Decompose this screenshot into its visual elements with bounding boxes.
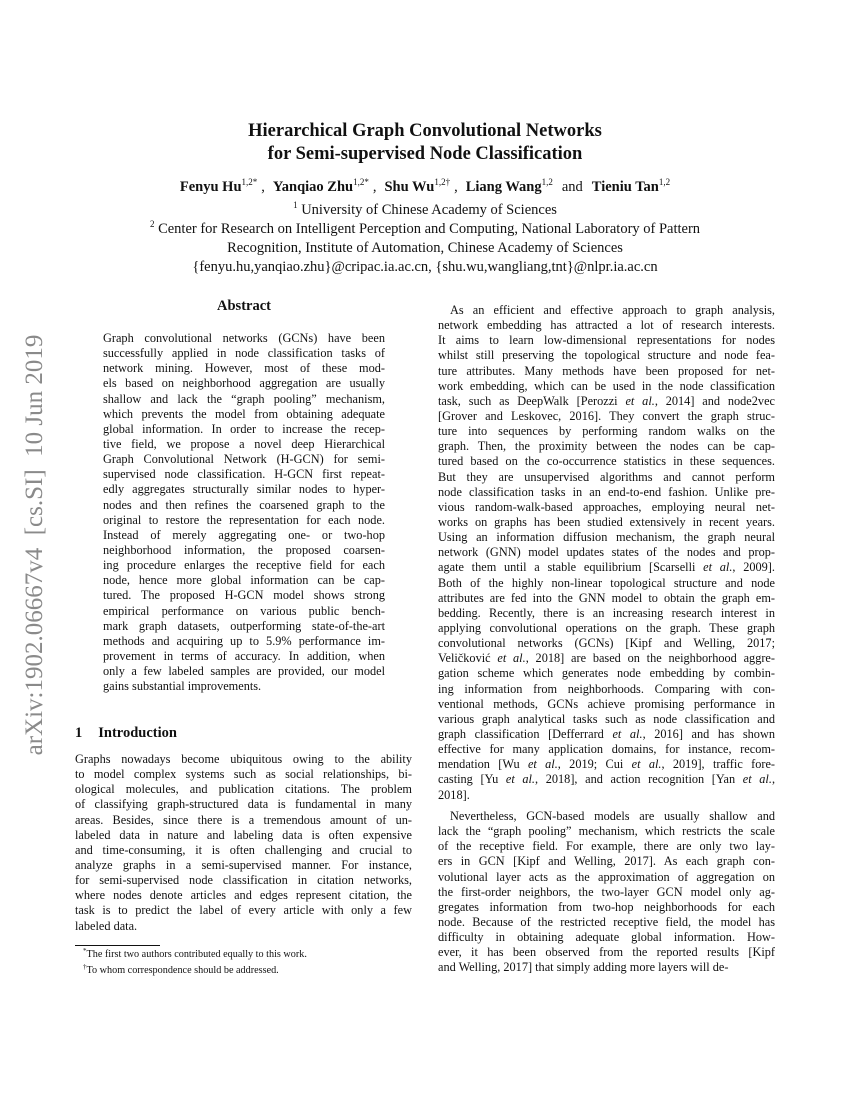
- text-line: global information. In order to increase the recep-: [103, 421, 385, 436]
- footnote-mark: *: [83, 947, 87, 955]
- text-line: ological molecules, and publication citations. The problem: [75, 782, 412, 797]
- text-line: task, such as DeepWalk [Perozzi et al., 2014] and node2vec: [438, 393, 775, 408]
- text-line: It aims to learn low-dimensional representations for nodes: [438, 333, 775, 348]
- text-line: volutional layer acts as the approximation of aggregation on: [438, 869, 775, 884]
- text-line: ever, it has been observed from the reported results [Kipf: [438, 945, 775, 960]
- text-line: original to restore the representation for each node.: [103, 512, 385, 527]
- text-line: As an efficient and effective approach to graph analysis,: [450, 303, 775, 317]
- text-line: Using an information diffusion mechanism, the graph neural: [438, 530, 775, 545]
- text-line: network embedding has attracted a lot of research interests.: [438, 318, 775, 333]
- text-line: mendation [Wu et al., 2019; Cui et al., 2019], traffic fore-: [438, 757, 775, 772]
- text-line: node. Because of the restricted receptive field, the model has: [438, 914, 775, 929]
- text-line: supervised node classification. H-GCN first repeat-: [103, 467, 385, 482]
- text-line: work embedding, which can be used in the node classification: [438, 378, 775, 393]
- abstract-heading: Abstract: [217, 298, 271, 314]
- text-line: various graph analytical tasks such as node classification and: [438, 711, 775, 726]
- text-line: network (GNN) model updates states of the nodes and prop-: [438, 545, 775, 560]
- text-line: tured based on the co-occurrence statistics in these sequences.: [438, 454, 775, 469]
- text-line: task is to predict the label of every article with only a few: [75, 903, 412, 918]
- text-line: applying convolutional operations on the graph. These graph: [438, 620, 775, 635]
- italic-text: et al.: [703, 560, 733, 575]
- text-line: for semi-supervised node classification in citation networks,: [75, 873, 412, 888]
- text-line: labeled data in nature and labeling data is often expensive: [75, 827, 412, 842]
- text-line: agate them until a stable equilibrium [Scarselli et al., 2009].: [438, 560, 775, 575]
- author-affiliation-mark: 1,2*: [241, 177, 258, 187]
- author-name: Tieniu Tan: [591, 179, 659, 195]
- author-affiliation-mark: 1,2†: [434, 177, 451, 187]
- text-line: lack the “graph pooling” mechanism, which restricts the scale: [438, 824, 775, 839]
- text-line: areas. Besides, since there is a tremendous amount of un-: [75, 812, 412, 827]
- text-line: which prevents the model from obtaining adequate: [103, 406, 385, 421]
- text-line: graph. Then, the proximity between the nodes can be cap-: [438, 439, 775, 454]
- text-line: works on graphs has been studied extensively in recent years.: [438, 514, 775, 529]
- paper-title: [0, 120, 850, 166]
- intro-paragraph: [75, 752, 412, 934]
- affiliation-mark: 1: [293, 200, 298, 210]
- text-line: tured. The proposed H-GCN model shows strong: [103, 588, 385, 603]
- text-line: graph classification [Defferrard et al., 2016] and has shown: [438, 726, 775, 741]
- text-line: whilst still preserving the topological structure and node fea-: [438, 348, 775, 363]
- text-line: casting [Yu et al., 2018], and action recognition [Yan et al.,: [438, 772, 776, 787]
- affiliation-text: Center for Research on Intelligent Perception and Computing, National Laboratory of Pattern: [158, 221, 701, 237]
- text-line: ing information from neighborhoods. Comparing with con-: [438, 681, 775, 696]
- affiliation-2: [0, 220, 850, 239]
- text-line: bedding. Recently, there is an increasing research interest in: [438, 605, 775, 620]
- text-line: nodes and then refines the coarsened graph to the: [103, 497, 385, 512]
- text-line: the first-order neighbors, the two-layer GCN model only ag-: [438, 884, 775, 899]
- text-line: of the receptive field. For example, there are only two lay-: [438, 839, 775, 854]
- right-column-paragraph-2: [438, 809, 775, 976]
- text-line: and time-consuming, it is often challenging and crucial to: [75, 842, 412, 857]
- text-line: ing procedure enlarges the receptive field for each: [103, 558, 385, 573]
- arxiv-stamp: arXiv:1902.06667v4 [cs.SI] 10 Jun 2019: [21, 334, 48, 756]
- text-line: vious random-walk-based approaches, employing neural net-: [438, 499, 775, 514]
- footnote-text: To whom correspondence should be addressed.: [86, 965, 279, 976]
- text-line: gains substantial improvements.: [103, 679, 262, 694]
- footnote-2: [83, 964, 279, 977]
- text-line: network mining. However, most of these mod-: [103, 361, 385, 376]
- text-line: provement in terms of accuracy. In addition, when: [103, 648, 385, 663]
- author-separator: ,: [454, 179, 458, 195]
- text-line: ture into sequences by performing random walks on the: [438, 424, 775, 439]
- italic-text: et al.: [527, 757, 558, 772]
- text-line: 2018].: [438, 787, 470, 802]
- affiliation-2-cont: Recognition, Institute of Automation, Chinese Academy of Sciences: [227, 240, 623, 256]
- abstract-body: [103, 331, 385, 694]
- text-line: where nodes denote articles and edges represent citation, the: [75, 888, 412, 903]
- text-line: gregates information from two-hop neighborhoods for each: [438, 899, 775, 914]
- affiliation-mark: 2: [149, 219, 155, 229]
- author-name: Fenyu Hu: [179, 179, 242, 195]
- footnote-text: The first two authors contributed equally to this work.: [86, 949, 307, 960]
- text-line: successfully applied in node classification tasks of: [103, 346, 385, 361]
- text-line: ventional methods, GCNs achieve promising performance in: [438, 696, 775, 711]
- footnote-rule: [75, 945, 160, 946]
- author-affiliation-mark: 1,2*: [353, 177, 369, 187]
- text-line: analyze graphs in a semi-supervised manner. For instance,: [75, 857, 412, 872]
- footnote-1: [83, 948, 307, 961]
- text-line: effective for many application domains, for instance, recom-: [438, 742, 775, 757]
- text-line: els based on neighborhood aggregation are usually: [103, 376, 385, 391]
- author-list: [0, 178, 850, 197]
- title-line-1: Hierarchical Graph Convolutional Networks: [248, 121, 602, 141]
- italic-text: et al.: [612, 726, 643, 741]
- italic-text: et al.: [742, 772, 772, 787]
- author-affiliation-mark: 1,2: [541, 177, 553, 187]
- text-line: of classifying graph-structured data is fundamental in many: [75, 797, 412, 812]
- text-line: Graph convolutional networks (GCNs) have been: [103, 331, 385, 345]
- text-line: shallow and lack the “graph pooling” mechanism,: [103, 391, 385, 406]
- author-affiliation-mark: 1,2: [658, 177, 671, 187]
- text-line: labeled data.: [75, 918, 138, 933]
- text-line: node, hence more global information can be cap-: [103, 573, 385, 588]
- text-line: ture attributes. Many methods have been proposed for net-: [438, 363, 775, 378]
- affiliation-text: University of Chinese Academy of Sciences: [301, 202, 557, 218]
- italic-text: et al.: [631, 757, 662, 772]
- text-line: convolutional networks (GCNs) [Kipf and Welling, 2017;: [438, 636, 775, 651]
- text-line: tive field, we propose a novel deep Hierarchical: [103, 436, 385, 451]
- text-line: ers in GCN [Kipf and Welling, 2017]. As each graph con-: [438, 854, 775, 869]
- author-separator: ,: [372, 179, 377, 195]
- text-line: attributes are fed into the GNN model to obtain the graph em-: [438, 590, 775, 605]
- italic-text: et al.: [497, 651, 526, 666]
- author-emails: {fenyu.hu,yanqiao.zhu}@cripac.ia.ac.cn, {shu.wu,wangliang,tnt}@nlpr.ia.ac.cn: [192, 259, 658, 275]
- author-separator: ,: [261, 179, 265, 195]
- author-and: and: [561, 179, 583, 195]
- text-line: and Welling, 2017] that simply adding more layers will de-: [438, 960, 729, 975]
- text-line: only a few labeled samples are provided, our model: [103, 664, 385, 679]
- section-number: 1: [75, 725, 83, 741]
- italic-text: et al.: [505, 772, 536, 787]
- text-line: node classification tasks in an end-to-end fashion. Unlike pre-: [438, 484, 775, 499]
- text-line: mark graph datasets, outperforming state-of-the-art: [103, 618, 385, 633]
- text-line: methods and acquiring up to 5.9% performance im-: [103, 633, 385, 648]
- affiliation-1: [0, 201, 850, 220]
- right-column-paragraph-1: [438, 303, 775, 803]
- section-title: Introduction: [98, 725, 177, 741]
- text-line: Veličković et al., 2018] are based on the neighborhood aggre-: [438, 651, 775, 666]
- text-line: Both of the highly non-linear topological structure and node: [438, 575, 775, 590]
- text-line: Instead of merely aggregating one- or two-hop: [103, 527, 385, 542]
- text-line: But they are unsupervised algorithms and cannot perform: [438, 469, 775, 484]
- text-line: empirical performance on various public bench-: [103, 603, 385, 618]
- text-line: Graphs nowadays become ubiquitous owing to the ability: [75, 752, 412, 766]
- text-line: neighborhood information, the proposed coarsen-: [103, 542, 385, 557]
- text-line: gation scheme which generates node embedding by combin-: [438, 666, 775, 681]
- text-line: [Grover and Leskovec, 2016]. They convert the graph struc-: [438, 408, 775, 423]
- text-line: edly aggregates structurally similar nodes to hyper-: [103, 482, 385, 497]
- text-line: Nevertheless, GCN-based models are usually shallow and: [450, 809, 775, 823]
- section-heading-introduction: [75, 725, 177, 742]
- author-name: Yanqiao Zhu: [272, 179, 354, 195]
- italic-text: et al.: [625, 393, 655, 408]
- author-name: Liang Wang: [465, 179, 542, 195]
- title-line-2: for Semi-supervised Node Classification: [267, 144, 583, 164]
- text-line: to model complex systems such as social relationships, bi-: [75, 767, 412, 782]
- footnote-mark: †: [83, 963, 87, 971]
- text-line: Graph Convolutional Network (H-GCN) for semi-: [103, 452, 385, 467]
- text-line: difficulty in obtaining adequate global information. How-: [438, 930, 775, 945]
- author-name: Shu Wu: [384, 179, 435, 195]
